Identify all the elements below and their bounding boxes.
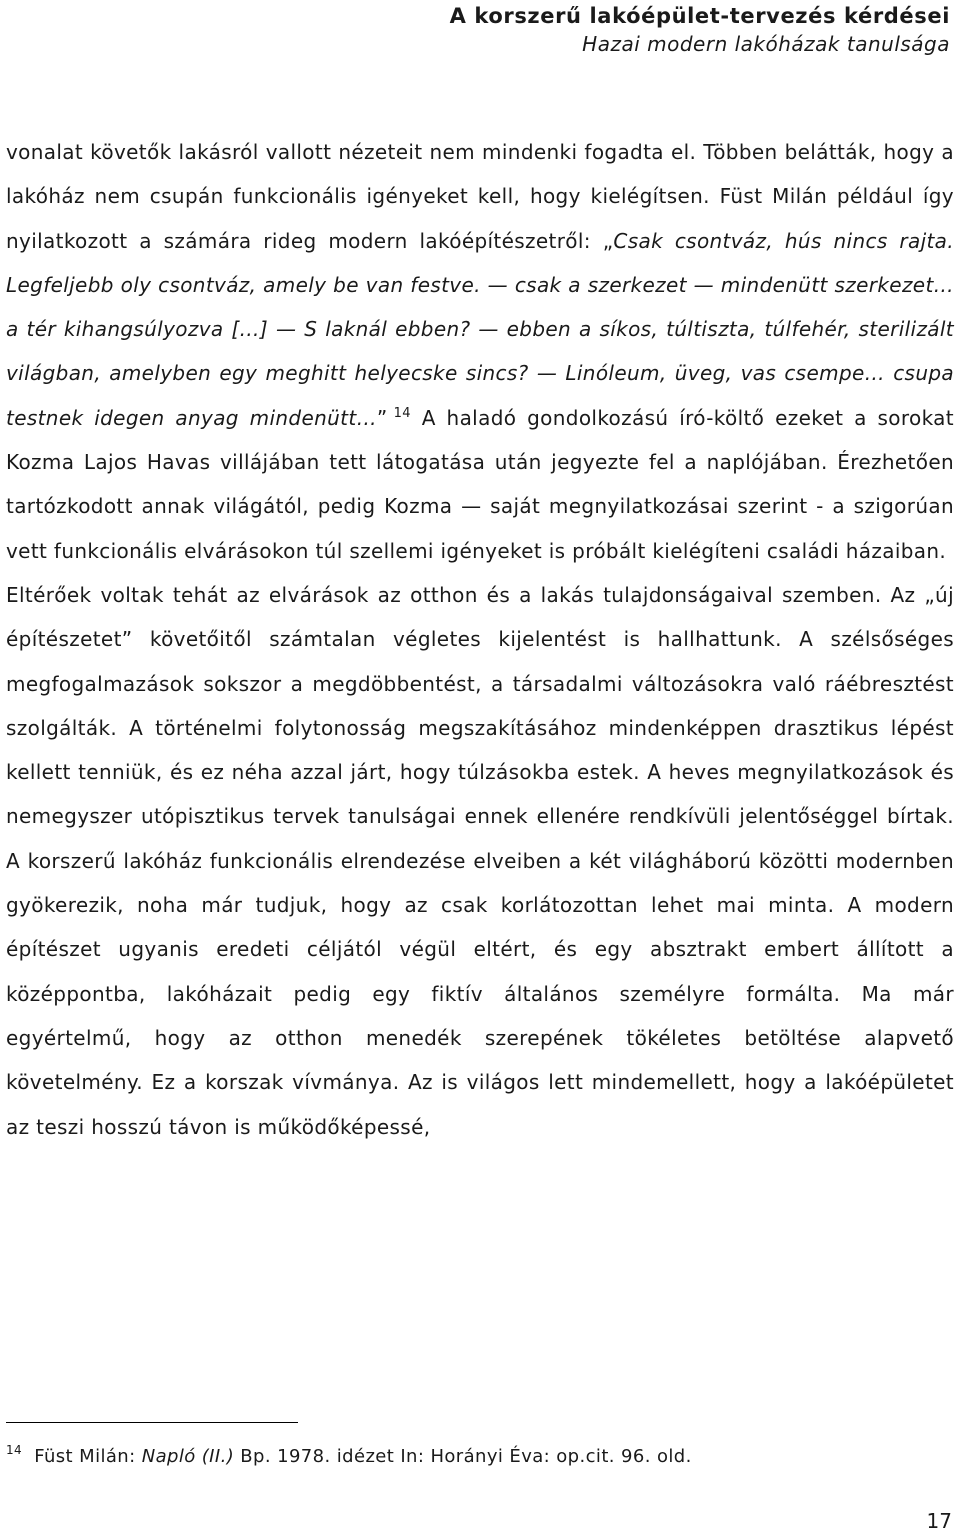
page-number: 17 [926, 1509, 952, 1533]
closing-quote: ” [376, 405, 388, 430]
footnote-number: 14 [6, 1443, 23, 1457]
paragraph-1 [6, 130, 954, 573]
header-subtitle: Hazai modern lakóházak tanulsága [582, 32, 950, 56]
paragraph-2: Eltérőek voltak tehát az elvárások az otthon és a lakás tulajdonságaival szemben. Az „új építészetet” követőitől számtalan végletes kijelentést is hallhattunk. A szélsőséges megfogalmazások sokszor a megdöbbentést, a társadalmi változásokra való ráébresztést szolgálták. A történelmi folytonosság megszakításához mindenképpen drasztikus lépést kellett tenniük, és ez néha azzal járt, hogy túlzásokba estek. A heves megnyilatkozások és nemegyszer utópisztikus tervek tanulságai ennek ellenére rendkívüli jelentőséggel bírtak. A korszerű lakóház funkcionális elrendezése elveiben a két világháború közötti modernben gyökerezik, noha már tudjuk, hogy az csak korlátozottan lehet mai minta. A modern építészet ugyanis eredeti céljától végül eltért, és egy absztrakt embert állított a középpontba, lakóházait pedig egy fiktív általános személyre formálta. Ma már egyértelmű, hogy az otthon menedék szerepének tökéletes betöltése alapvető követelmény. Ez a korszak vívmánya. Az is világos lett mindemellett, hogy a lakóépületet az teszi hosszú távon is működőképessé, [6, 582, 954, 1139]
running-header [450, 2, 950, 58]
paragraph-1-continuation: A haladó gondolkozású író-költő ezeket a sorokat Kozma Lajos Havas villájában tett látogatása után jegyezte fel a naplójában. Érezhetően tartózkodott annak világától, pedig Kozma — saját megnyilatkozásai szerint - a szigorúan vett funkcionális elvárásokon túl szellemi igényeket is próbált kielégíteni családi házaiban. [6, 405, 954, 563]
footnote-text-b: Bp. 1978. idézet In: Horányi Éva: op.cit. 96. old. [234, 1446, 692, 1467]
footnote-reference: 14 [393, 405, 411, 421]
footnote-text-a: Füst Milán: [28, 1446, 142, 1467]
footnote-divider [6, 1422, 298, 1423]
quotation: Csak csontváz, hús nincs rajta. Legfeljebb oly csontváz, amely be van festve. — csak a szerkezet — mindenütt szerkezet… a tér kihangsúlyozva […] — S laknál ebben? — ebben a síkos, túltiszta, túlfehér, sterilizált világban, amelyben egy meghitt helyecske sincs? — Linóleum, üveg, vas csempe… csupa testnek idegen anyag mindenütt… [6, 228, 954, 430]
paragraph-1-intro: vonalat követők lakásról vallott nézeteit nem mindenki fogadta el. Többen belátták, hogy a lakóház nem csupán funkcionális igényeket kell, hogy kielégítsen. Füst Milán például így nyilatkozott a számára rideg modern lakóépítészetről: „ [6, 140, 954, 253]
body-text [6, 130, 954, 1149]
footnote [6, 1436, 692, 1471]
header-title: A korszerű lakóépület-tervezés kérdései [449, 4, 950, 28]
footnote-book-title: Napló (II.) [141, 1446, 235, 1467]
